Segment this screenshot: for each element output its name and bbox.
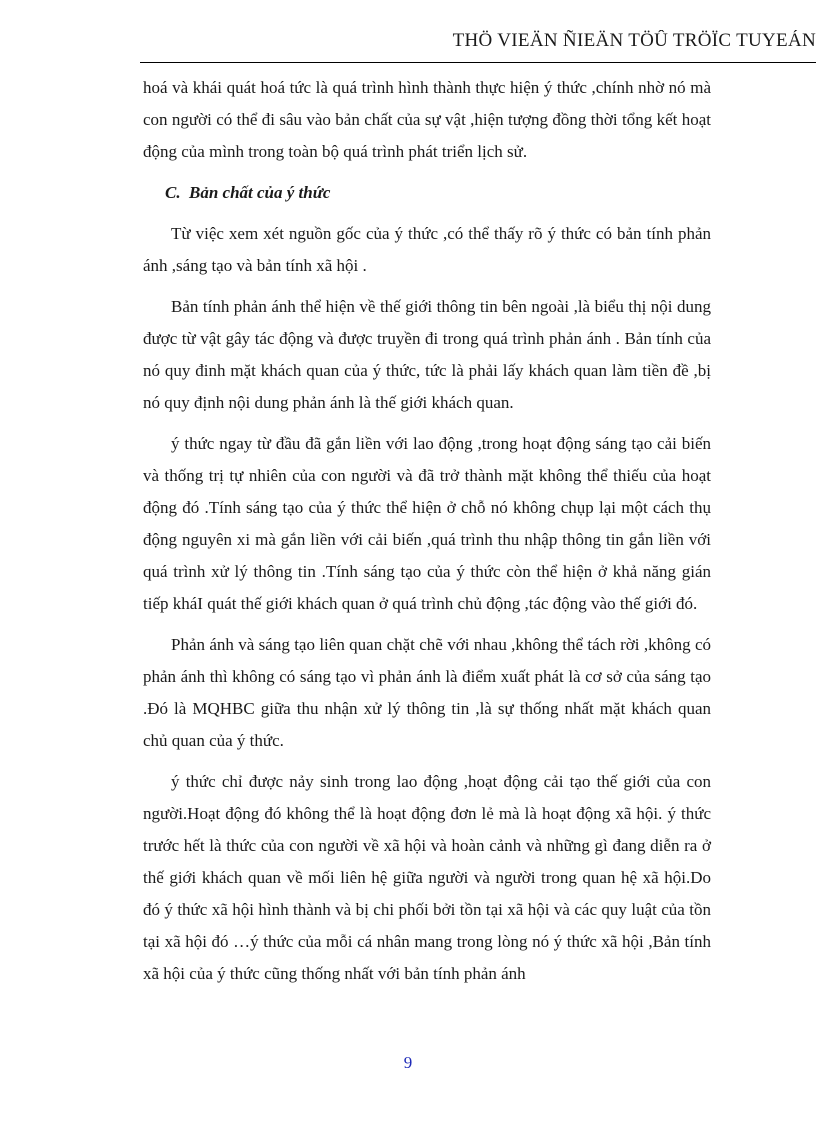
paragraph: ý thức chỉ được nảy sinh trong lao động ,hoạt động cải tạo thế giới của con người.Hoạt động đó không thể là hoạt động đơn lẻ mà là hoạt động xã hội. ý thức trước hết là thức của con người về xã hội và hoàn cảnh và những gì đang diễn ra ở thế giới khách quan về mối liên hệ giữa người và người trong quan hệ xã hội.Do đó ý thức xã hội hình thành và bị chi phối bởi tồn tại xã hội và các quy luật của tồn tại xã hội đó …ý thức của mỗi cá nhân mang trong lòng nó ý thức xã hội ,Bản tính xã hội của ý thức cũng thống nhất với bản tính phản ánh [143,772,711,983]
paragraph: ý thức ngay từ đầu đã gắn liền với lao động ,trong hoạt động sáng tạo cải biến và thống trị tự nhiên của con người và đã trở thành mặt không thể thiếu của hoạt động đó .Tính sáng tạo của ý thức thể hiện ở chỗ nó không chụp lại một cách thụ động nguyên xi mà gắn liền với cải biến ,quá trình thu nhập thông tin gắn liền với quá trình xử lý thông tin .Tính sáng tạo của ý thức còn thể hiện ở khả năng gián tiếp kháI quát thế giới khách quan ở quá trình chủ động ,tác động vào thế giới đó. [143,434,711,613]
section-heading [143,177,711,209]
page-content [143,72,711,999]
section-label: C. [165,183,181,202]
section-title: Bản chất của ý thức [189,183,331,202]
paragraph-continuation: hoá và khái quát hoá tức là quá trình hình thành thực hiện ý thức ,chính nhờ nó mà con người có thể đi sâu vào bản chất của sự vật ,hiện tượng đồng thời tổng kết hoạt động của mình trong toàn bộ quá trình phát triển lịch sử. [143,78,711,161]
paragraph: Từ việc xem xét nguồn gốc của ý thức ,có thể thấy rõ ý thức có bản tính phản ánh ,sáng tạo và bản tính xã hội . [143,224,711,275]
header-divider [140,62,816,63]
page-number: 9 [403,1053,413,1072]
paragraph: Bản tính phản ánh thể hiện về thế giới thông tin bên ngoài ,là biểu thị nội dung được từ vật gây tác động và được truyền đi trong quá trình phản ánh . Bản tính của nó quy đinh mặt khách quan của ý thức, tức là phải lấy khách quan làm tiền đề ,bị nó quy định nội dung phản ánh là thế giới khách quan. [143,297,711,412]
document-header: THÖ VIEÄN ÑIEÄN TÖÛ TRÖÏC TUYEÁN [452,30,816,51]
paragraph: Phản ánh và sáng tạo liên quan chặt chẽ với nhau ,không thể tách rời ,không có phản ánh thì không có sáng tạo vì phản ánh là điểm xuất phát là cơ sở của sáng tạo .Đó là MQHBC giữa thu nhận xử lý thông tin ,là sự thống nhất mặt khách quan chủ quan của ý thức. [143,635,711,750]
